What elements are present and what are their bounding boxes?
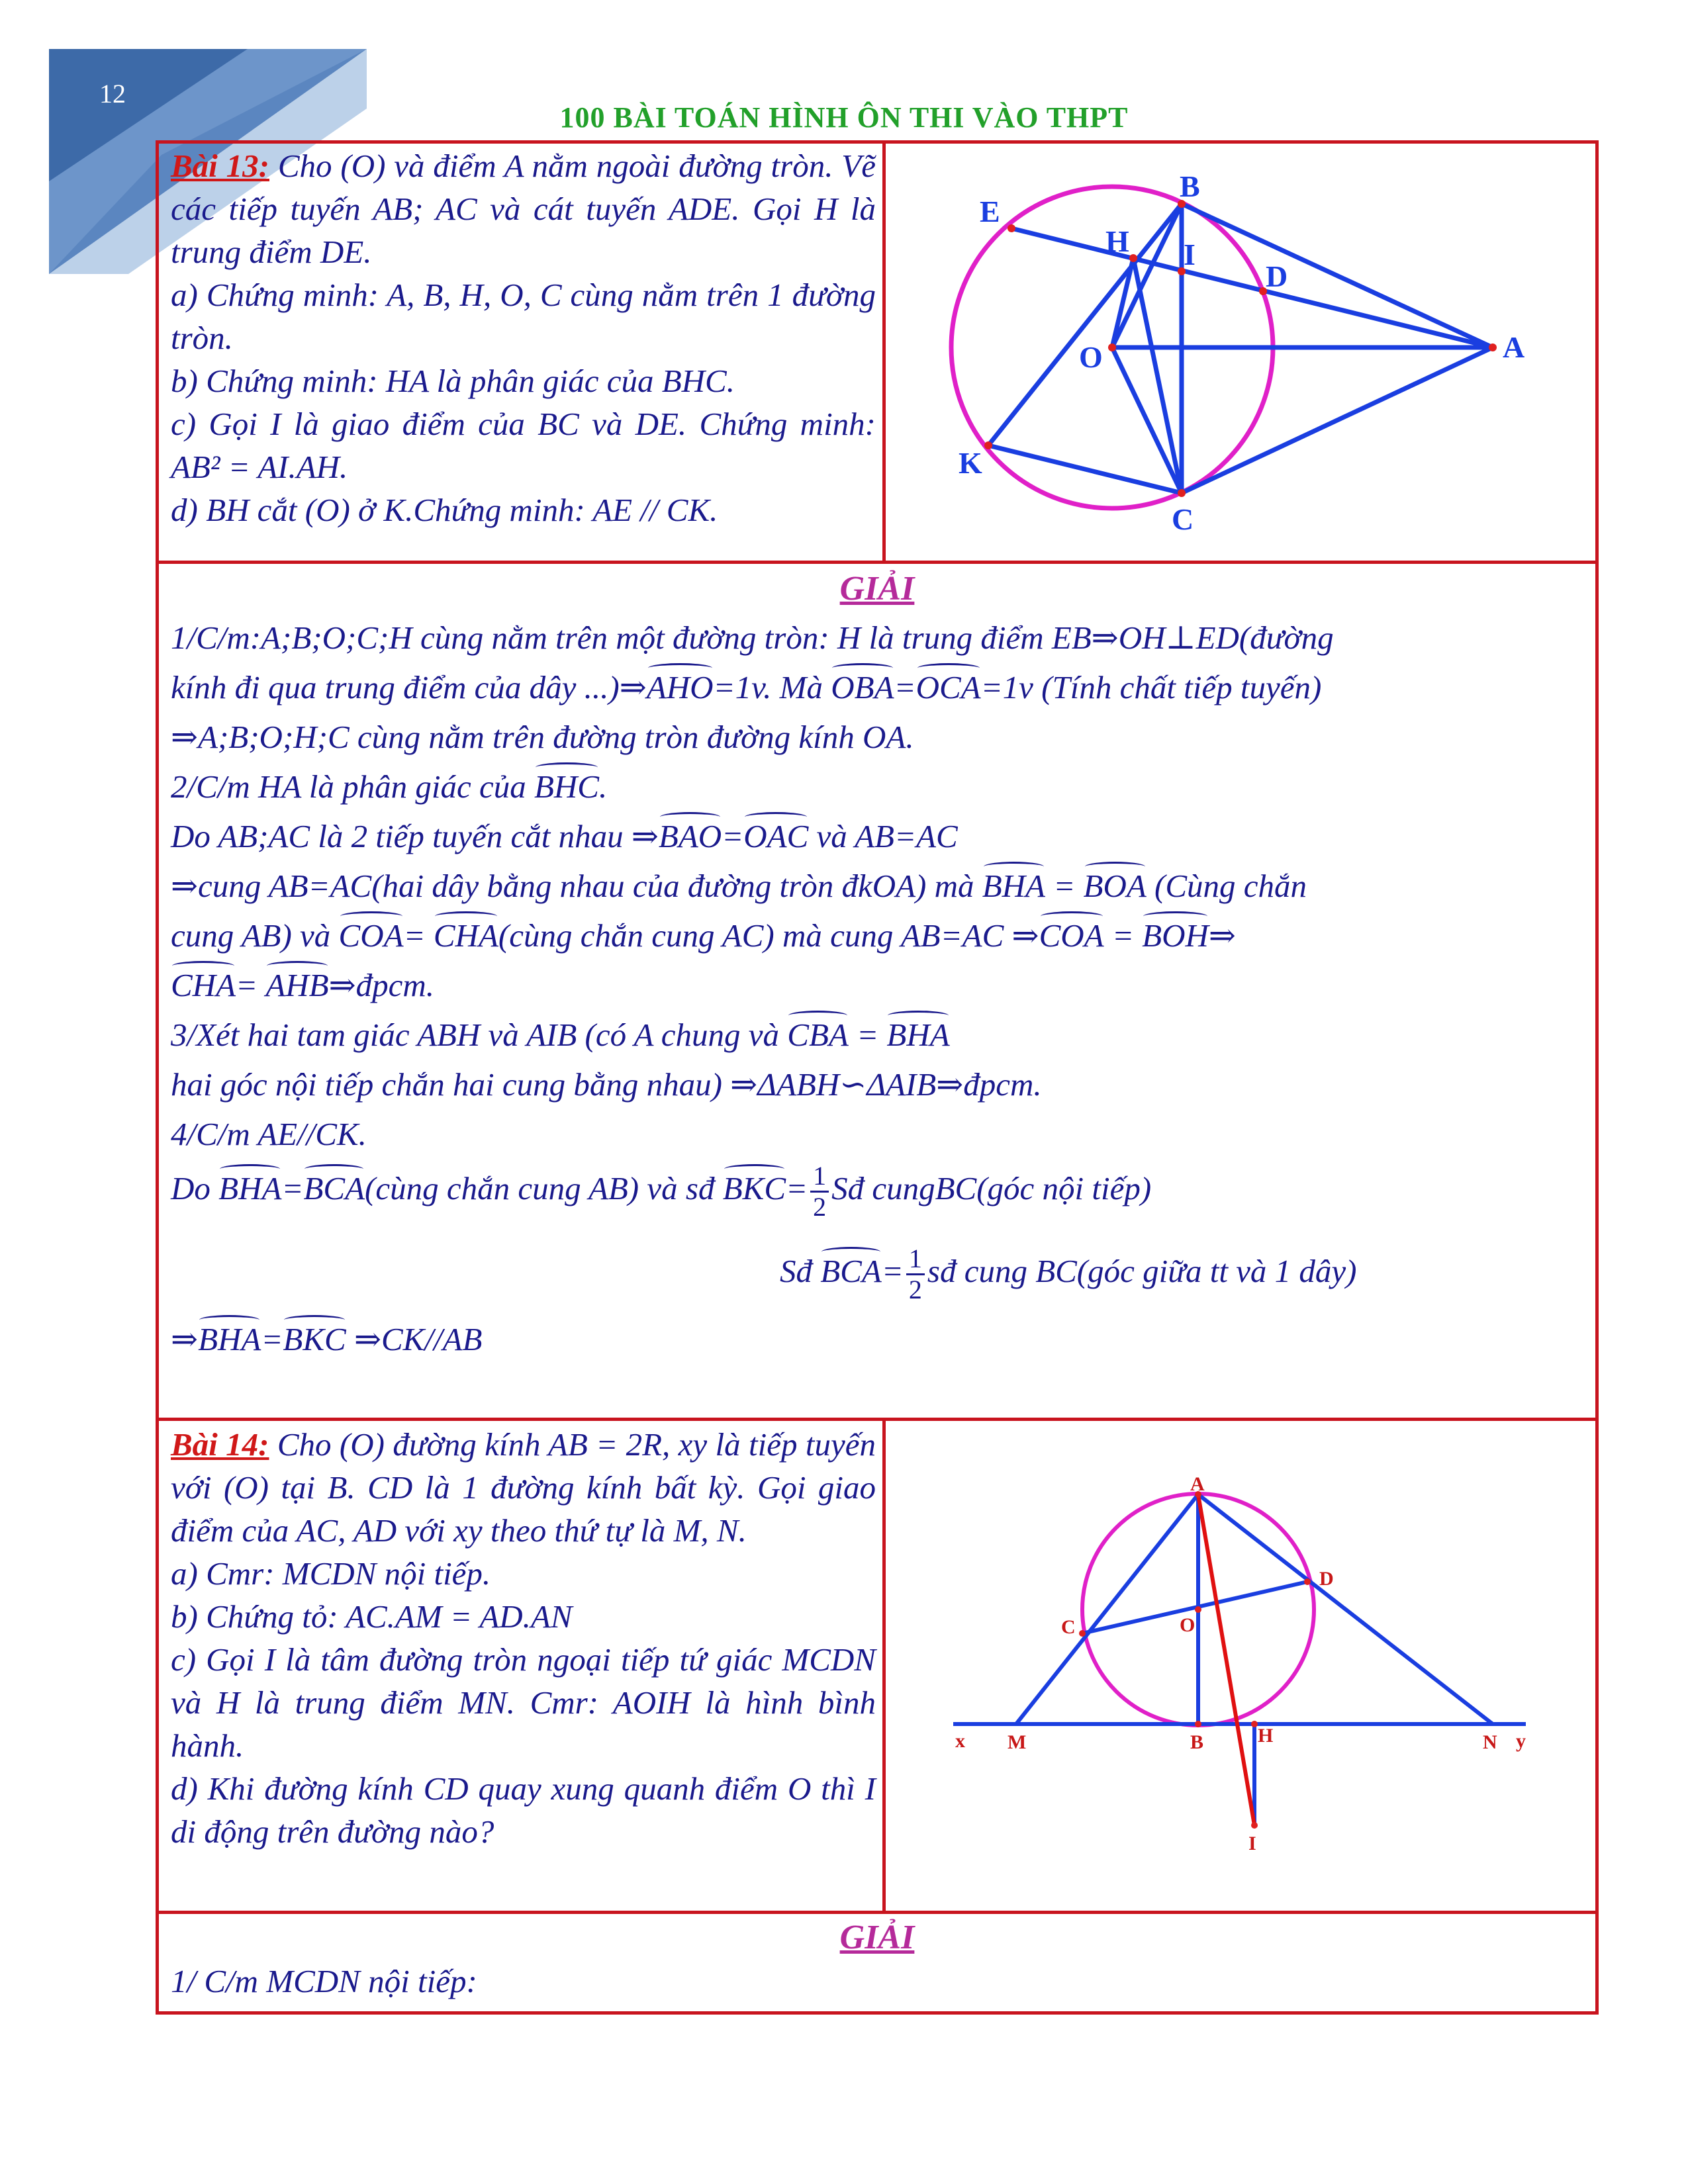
sol13-line8: CHA= AHB⇒đpcm. <box>171 967 435 1003</box>
sol13-line4: 2/C/m HA là phân giác của BHC. <box>171 768 608 805</box>
label-i: I <box>1248 1833 1256 1854</box>
divider <box>882 140 886 564</box>
solution-13-title: GIẢI <box>839 570 915 608</box>
problem-14-part-a: a) Cmr: MCDN nội tiếp. <box>171 1555 491 1592</box>
problem-14-statement <box>171 1423 876 1853</box>
sol13-line5: Do AB;AC là 2 tiếp tuyến cắt nhau ⇒BAO=OAC và AB=AC <box>171 818 958 854</box>
label-n: N <box>1483 1731 1497 1753</box>
tangent-ac <box>1182 347 1493 493</box>
sol13-line12: Do BHA=BCA(cùng chắn cung AB) và sđ BKC= $\frac{1}{2}$ Sđ cungBC(góc nội tiếp) <box>171 1161 1152 1222</box>
problem-13-part-a: a) Chứng minh: A, B, H, O, C cùng nằm trên 1 đường tròn. <box>171 277 876 356</box>
problem-13-label: Bài 13: <box>171 148 269 184</box>
sol13-line13: Sđ BCA= $\frac{1}{2}$ sđ cung BC(góc giữa tt và 1 dây) <box>780 1244 1357 1304</box>
label-b: B <box>1180 169 1200 203</box>
label-o: O <box>1180 1614 1196 1636</box>
label-a: A <box>1503 330 1525 364</box>
label-d: D <box>1266 259 1288 293</box>
divider <box>156 561 1599 564</box>
problem-13-figure <box>887 144 1595 558</box>
sol13-line14: ⇒BHA=BKC ⇒CK//AB <box>171 1321 483 1357</box>
label-c: C <box>1061 1616 1076 1638</box>
fraction-half: $\frac{1}{2}$ <box>906 1244 925 1304</box>
label-e: E <box>980 195 1000 228</box>
segment-hc <box>1133 258 1182 493</box>
segment-an <box>1198 1494 1493 1724</box>
problem-13-part-d: d) BH cắt (O) ở K.Chứng minh: AE // CK. <box>171 492 718 528</box>
page-number: 12 <box>99 79 126 109</box>
label-a: A <box>1190 1473 1205 1495</box>
label-b: B <box>1190 1731 1204 1753</box>
label-c: C <box>1172 502 1194 536</box>
problem-14-part-b: b) Chứng tỏ: AC.AM = AD.AN <box>171 1598 573 1635</box>
sol13-line6: ⇒cung AB=AC(hai dây bằng nhau của đường tròn đkOA) mà BHA = BOA (Cùng chắn <box>171 868 1307 904</box>
segment-kc <box>988 445 1182 493</box>
problem-13-intro: Cho (O) và điểm A nằm ngoài đường tròn. Vẽ các tiếp tuyến AB; AC và cát tuyến ADE. Gọi H là trung điểm DE. <box>171 148 876 270</box>
label-d: D <box>1319 1568 1334 1590</box>
label-o: O <box>1079 340 1103 374</box>
label-i: I <box>1184 238 1196 271</box>
label-h: H <box>1105 224 1129 258</box>
segment-oc <box>1112 347 1182 493</box>
solution-14-title: GIẢI <box>839 1919 915 1956</box>
sol13-line3: ⇒A;B;O;H;C cùng nằm trên đường tròn đường kính OA. <box>171 719 914 755</box>
sol13-line2: kính đi qua trung điểm của dây ...)⇒AHO=1v. Mà OBA=OCA=1v (Tính chất tiếp tuyến) <box>171 669 1322 705</box>
problem-14-intro: Cho (O) đường kính AB = 2R, xy là tiếp tuyến với (O) tại B. CD là 1 đường kính bất kỳ. Gọi giao điểm của AC, AD với xy theo thứ tự là M, N. <box>171 1426 876 1549</box>
problem-13-part-c: c) Gọi I là giao điểm của BC và DE. Chứng minh: AB² = AI.AH. <box>171 406 876 485</box>
problem-14-part-c: c) Gọi I là tâm đường tròn ngoại tiếp tứ giác MCDN và H là trung điểm MN. Cmr: AOIH là hình bình hành. <box>171 1641 876 1764</box>
label-x: x <box>955 1730 965 1752</box>
sol13-line7: cung AB) và COA= CHA(cùng chắn cung AC) mà cung AB=AC ⇒COA = BOH⇒ <box>171 917 1236 954</box>
segment-bk <box>988 204 1182 445</box>
problem-13-part-b: b) Chứng minh: HA là phân giác của BHC. <box>171 363 735 399</box>
sol14-line1: 1/ C/m MCDN nội tiếp: <box>171 1963 477 1999</box>
divider <box>156 1911 1599 1914</box>
fraction-half: $\frac{1}{2}$ <box>810 1161 829 1222</box>
problem-14-figure <box>887 1422 1595 1908</box>
segment-ai <box>1198 1494 1254 1825</box>
problem-13-statement <box>171 144 876 531</box>
sol13-line11: 4/C/m AE//CK. <box>171 1116 367 1152</box>
sol13-line1: 1/C/m:A;B;O;C;H cùng nằm trên một đường tròn: H là trung điểm EB⇒OH⊥ED(đường <box>171 619 1334 656</box>
label-h: H <box>1258 1725 1274 1747</box>
label-m: M <box>1008 1731 1027 1753</box>
tangent-ab <box>1182 204 1493 347</box>
problem-14-part-d: d) Khi đường kính CD quay xung quanh điểm O thì I di động trên đường nào? <box>171 1770 876 1850</box>
problem-14-label: Bài 14: <box>171 1426 269 1463</box>
sol13-line9: 3/Xét hai tam giác ABH và AIB (có A chung và CBA = BHA <box>171 1017 950 1053</box>
sol13-line10: hai góc nội tiếp chắn hai cung bằng nhau) ⇒ΔABH∽ΔAIB⇒đpcm. <box>171 1066 1042 1103</box>
label-y: y <box>1516 1730 1526 1752</box>
segment-am <box>1016 1494 1198 1724</box>
page-header: 100 BÀI TOÁN HÌNH ÔN THI VÀO THPT <box>559 101 1129 134</box>
label-k: K <box>959 446 982 480</box>
divider <box>882 1418 886 1914</box>
